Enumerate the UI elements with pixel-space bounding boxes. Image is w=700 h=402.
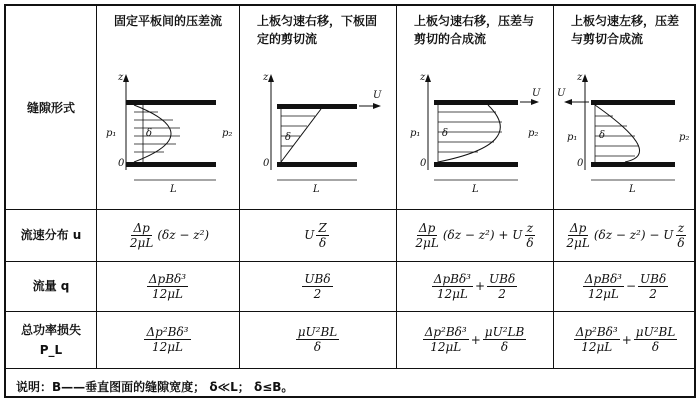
origin-label: 0 — [263, 158, 270, 169]
table-note: 说明：B——垂直图面的缝隙宽度； δ≪L； δ≤B。 — [16, 380, 294, 394]
row-label-power: 总功率损失 P_L — [20, 322, 81, 357]
power-formula-4: $\frac{\text{Δp²Bδ³}}{12\mu L}$ + $\frac{\text{μU²BL}}{\delta}$ — [575, 325, 676, 354]
delta-label: δ — [146, 128, 153, 139]
p2-label: p₂ — [528, 128, 539, 139]
z-axis-label: z — [577, 72, 583, 83]
power-formula-1: $\frac{\text{Δp²Bδ³}}{12\mu L}$ — [146, 325, 189, 354]
length-label: L — [313, 184, 320, 195]
length-label: L — [472, 184, 479, 195]
p1-label: p₁ — [567, 132, 578, 143]
header-shear-flow: 上板匀速右移，下板固定的剪切流 — [257, 14, 378, 46]
flow-formula-4: $\frac{\text{ΔpBδ³}}{12\mu L}$ − $\frac{\text{UBδ}}{2}$ — [584, 271, 667, 301]
flow-formula-1: $\frac{\text{ΔpBδ³}}{12\mu L}$ — [148, 271, 187, 301]
velocity-formula-1: $\frac{\Delta p}{2\mu L}$ (δz − z²) — [129, 220, 210, 250]
diagram-shear-flow — [241, 70, 395, 200]
row-label-velocity: 流速分布 u — [20, 228, 82, 242]
length-label: L — [170, 184, 177, 195]
z-axis-label: z — [118, 72, 124, 83]
velocity-label: U — [557, 88, 566, 99]
header-combined-right: 上板匀速右移，压差与剪切的合成流 — [414, 14, 535, 46]
flow-formula-2: $\frac{\text{UBδ}}{2}$ — [304, 271, 331, 301]
p2-label: p₂ — [222, 128, 233, 139]
velocity-formula-2: U $\frac{Z}{\delta}$ — [304, 220, 327, 250]
header-pressure-flow: 固定平板间的压差流 — [114, 14, 223, 28]
velocity-label: U — [373, 90, 382, 101]
row-divider — [6, 368, 694, 369]
delta-label: δ — [285, 132, 292, 143]
diagram-pressure-flow — [98, 70, 238, 200]
velocity-formula-3: $\frac{\Delta p}{2\mu L}$ (δz − z²) + U $\frac{z}{\delta}$ — [415, 220, 534, 250]
comparison-table — [4, 4, 696, 398]
origin-label: 0 — [118, 158, 125, 169]
diagram-combined-left — [555, 70, 697, 200]
p2-label: p₂ — [679, 132, 690, 143]
delta-label: δ — [442, 128, 449, 139]
delta-label: δ — [599, 130, 606, 141]
row-label-gap-form: 缝隙形式 — [26, 100, 75, 115]
velocity-formula-4: $\frac{\Delta p}{2\mu L}$ (δz − z²) − U $\frac{z}{\delta}$ — [566, 220, 685, 250]
velocity-label: U — [532, 88, 541, 99]
z-axis-label: z — [263, 72, 269, 83]
p1-label: p₁ — [106, 128, 117, 139]
power-formula-3: $\frac{\text{Δp²Bδ³}}{12\mu L}$ + $\frac{\text{μU²LB}}{\delta}$ — [424, 325, 525, 354]
header-combined-left: 上板匀速左移，压差与剪切合成流 — [571, 14, 680, 46]
origin-label: 0 — [577, 158, 584, 169]
row-label-flow: 流量 q — [32, 279, 70, 293]
length-label: L — [629, 184, 636, 195]
z-axis-label: z — [420, 72, 426, 83]
diagram-combined-right — [398, 70, 552, 200]
p1-label: p₁ — [410, 128, 421, 139]
origin-label: 0 — [420, 158, 427, 169]
power-formula-2: $\frac{\text{μU²BL}}{\delta}$ — [297, 325, 338, 354]
flow-formula-3: $\frac{\text{ΔpBδ³}}{12\mu L}$ + $\frac{\text{UBδ}}{2}$ — [433, 271, 516, 301]
